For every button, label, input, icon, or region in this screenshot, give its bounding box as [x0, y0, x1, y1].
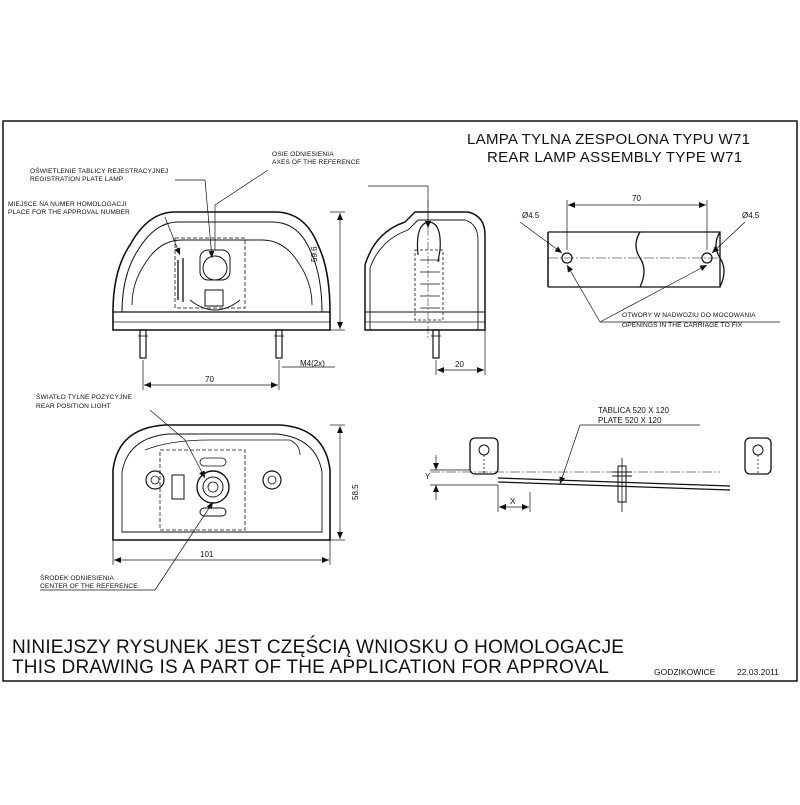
dim-side-depth: 20	[455, 360, 464, 369]
callout-position-light-en: REAR POSITION LIGHT	[36, 403, 111, 410]
dim-front-width: 70	[205, 375, 214, 384]
footer-place: GODZIKOWICE	[654, 667, 716, 677]
dim-hole-right: Ø4.5	[742, 211, 760, 220]
dim-hole-left: Ø4.5	[522, 211, 540, 220]
callout-plate-pl: TABLICA 520 X 120	[598, 406, 670, 415]
dim-holes-spacing: 70	[632, 194, 641, 203]
dim-bottom-height: 58.5	[351, 484, 360, 500]
footer-en: THIS DRAWING IS A PART OF THE APPLICATION FOR APPROVAL	[12, 657, 610, 678]
callout-position-light-pl: ŚWIATŁO TYLNE POZYCYJNE	[36, 394, 132, 401]
dim-front-height: 59.6	[310, 246, 319, 262]
callout-plate-en: PLATE 520 X 120	[598, 416, 662, 425]
callout-axes-en: AXES OF THE REFERENCE	[272, 159, 361, 166]
callout-openings-pl: OTWORY W NADWOZIU DO MOCOWANIA	[622, 312, 756, 319]
plate-mounting-view	[430, 425, 771, 512]
side-view	[365, 186, 485, 375]
footer-date: 22.03.2011	[737, 667, 779, 677]
callout-approval-place-en: PLACE FOR THE APPROVAL NUMBER	[8, 209, 130, 216]
footer-pl: NINIEJSZY RYSUNEK JEST CZĘŚCIĄ WNIOSKU O HOMOLOGACJE	[12, 637, 625, 658]
mounting-holes-view	[520, 200, 780, 322]
callout-plate-lamp-en: REGISTRATION PLATE LAMP	[30, 176, 124, 183]
dim-bottom-width: 101	[200, 550, 214, 559]
title-pl: LAMPA TYLNA ZESPOLONA TYPU W71	[467, 131, 751, 148]
dim-bolt: M4(2x)	[300, 359, 325, 368]
dim-x-label: X	[510, 497, 516, 506]
callout-approval-place-pl: MIEJSCE NA NUMER HOMOLOGACJI	[8, 201, 127, 208]
front-view	[113, 170, 345, 390]
bottom-view	[40, 410, 345, 590]
callout-openings-en: OPENINGS IN THE CARRIAGE TO FIX	[622, 322, 743, 329]
title-en: REAR LAMP ASSEMBLY TYPE W71	[487, 149, 743, 166]
callout-plate-lamp-pl: OŚWIETLENIE TABLICY REJESTRACYJNEJ	[30, 168, 169, 175]
callout-center-pl: ŚRODEK ODNIESIENIA	[40, 575, 114, 582]
callout-center-en: CENTER OF THE REFERENCE	[40, 583, 138, 590]
dim-y-label: Y	[425, 472, 431, 481]
callout-axes-pl: OSIE ODNIESIENIA	[272, 151, 334, 158]
